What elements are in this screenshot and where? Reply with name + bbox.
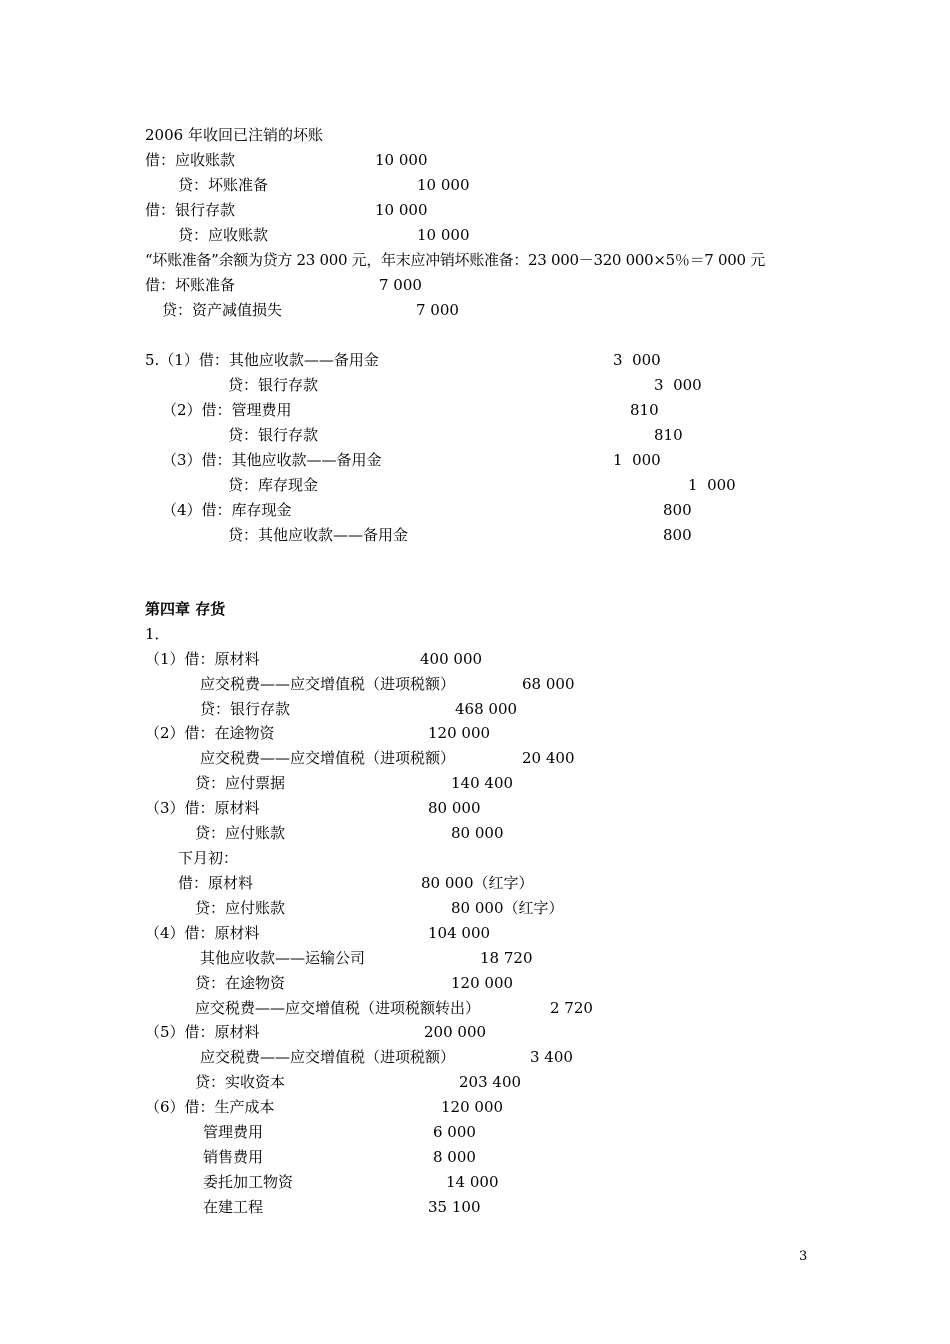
entry-amount: 800 — [663, 501, 692, 519]
entry-account: 贷：在途物资 — [195, 974, 286, 992]
entry-account: 借：应收账款 — [145, 151, 236, 169]
entry-amount: 200 000 — [424, 1023, 487, 1041]
entry-amount: 120 000 — [428, 724, 491, 742]
entry-account: （1）借：原材料 — [145, 650, 260, 668]
entry-amount: 6 000 — [433, 1123, 476, 1141]
entry-account: 贷：应收账款 — [178, 226, 269, 244]
entry-account: 借：坏账准备 — [145, 276, 236, 294]
entry-amount: 120 000 — [441, 1098, 504, 1116]
entry-account: （5）借：原材料 — [145, 1023, 260, 1041]
entry-amount: 68 000 — [522, 675, 575, 693]
entry-account: 贷：银行存款 — [200, 700, 291, 718]
entry-amount: 1 000 — [688, 476, 736, 494]
entry-account: 贷：库存现金 — [228, 476, 319, 494]
entry-amount: 120 000 — [451, 974, 514, 992]
entry-amount: 80 000 — [428, 799, 481, 817]
entry-amount: 800 — [663, 526, 692, 544]
entry-account: 应交税费——应交增值税（进项税额） — [200, 675, 456, 693]
entry-amount: 3 000 — [613, 351, 661, 369]
entry-account: 5.（1）借：其他应收款——备用金 — [145, 351, 379, 369]
entry-account: 贷：实收资本 — [195, 1073, 286, 1091]
entry-account: （2）借：管理费用 — [162, 401, 292, 419]
entry-account: 贷：坏账准备 — [178, 176, 269, 194]
entry-account: 管理费用 — [203, 1123, 264, 1141]
entry-account: 应交税费——应交增值税（进项税额转出） — [195, 999, 481, 1017]
page-number: 3 — [799, 1249, 808, 1264]
entry-amount: 10 000 — [417, 176, 470, 194]
entry-amount: 20 400 — [522, 749, 575, 767]
entry-account: （4）借：原材料 — [145, 924, 260, 942]
text-line: 2006 年收回已注销的坏账 — [145, 126, 323, 144]
entry-account: 贷：应付账款 — [195, 899, 286, 917]
entry-account: 贷：应付账款 — [195, 824, 286, 842]
entry-amount: 10 000 — [417, 226, 470, 244]
entry-account: 在建工程 — [203, 1198, 264, 1216]
entry-account: 借：原材料 — [178, 874, 254, 892]
entry-amount: 3 400 — [530, 1048, 573, 1066]
question-number: 1． — [145, 625, 170, 643]
text-line: 下月初： — [178, 849, 239, 867]
entry-amount: 104 000 — [428, 924, 491, 942]
entry-account: 借：银行存款 — [145, 201, 236, 219]
entry-account: （3）借：其他应收款——备用金 — [162, 451, 382, 469]
chapter-title: 第四章 存货 — [145, 600, 226, 618]
entry-amount: 810 — [654, 426, 683, 444]
entry-account: （2）借：在途物资 — [145, 724, 275, 742]
entry-account: （3）借：原材料 — [145, 799, 260, 817]
entry-amount: 8 000 — [433, 1148, 476, 1166]
entry-amount: 2 720 — [550, 999, 593, 1017]
entry-amount: 1 000 — [613, 451, 661, 469]
entry-account: 应交税费——应交增值税（进项税额） — [200, 749, 456, 767]
entry-account: 贷：银行存款 — [228, 376, 319, 394]
entry-account: 应交税费——应交增值税（进项税额） — [200, 1048, 456, 1066]
entry-amount: 18 720 — [480, 949, 533, 967]
entry-account: 委托加工物资 — [203, 1173, 294, 1191]
entry-amount: 80 000 — [451, 824, 504, 842]
entry-amount: 7 000 — [379, 276, 422, 294]
entry-account: （4）借：库存现金 — [162, 501, 292, 519]
entry-amount: 10 000 — [375, 151, 428, 169]
entry-account: 贷：银行存款 — [228, 426, 319, 444]
entry-amount: 203 400 — [459, 1073, 522, 1091]
entry-account: 贷：其他应收款——备用金 — [228, 526, 409, 544]
entry-amount: 7 000 — [416, 301, 459, 319]
entry-amount: 14 000 — [446, 1173, 499, 1191]
entry-amount: 400 000 — [420, 650, 483, 668]
entry-amount: 140 400 — [451, 774, 514, 792]
entry-account: 贷：应付票据 — [195, 774, 286, 792]
entry-amount: 80 000（红字） — [421, 874, 534, 892]
entry-amount: 80 000（红字） — [451, 899, 564, 917]
entry-account: 贷：资产减值损失 — [162, 301, 283, 319]
entry-account: 销售费用 — [203, 1148, 264, 1166]
entry-amount: 3 000 — [654, 376, 702, 394]
entry-amount: 35 100 — [428, 1198, 481, 1216]
entry-amount: 468 000 — [455, 700, 518, 718]
entry-amount: 810 — [630, 401, 659, 419]
entry-account: （6）借：生产成本 — [145, 1098, 275, 1116]
entry-account: 其他应收款——运输公司 — [200, 949, 366, 967]
text-line: “坏账准备”余额为贷方 23 000 元，年末应冲销坏账准备：23 000－320 000×5％＝7 000 元 — [145, 251, 765, 269]
entry-amount: 10 000 — [375, 201, 428, 219]
